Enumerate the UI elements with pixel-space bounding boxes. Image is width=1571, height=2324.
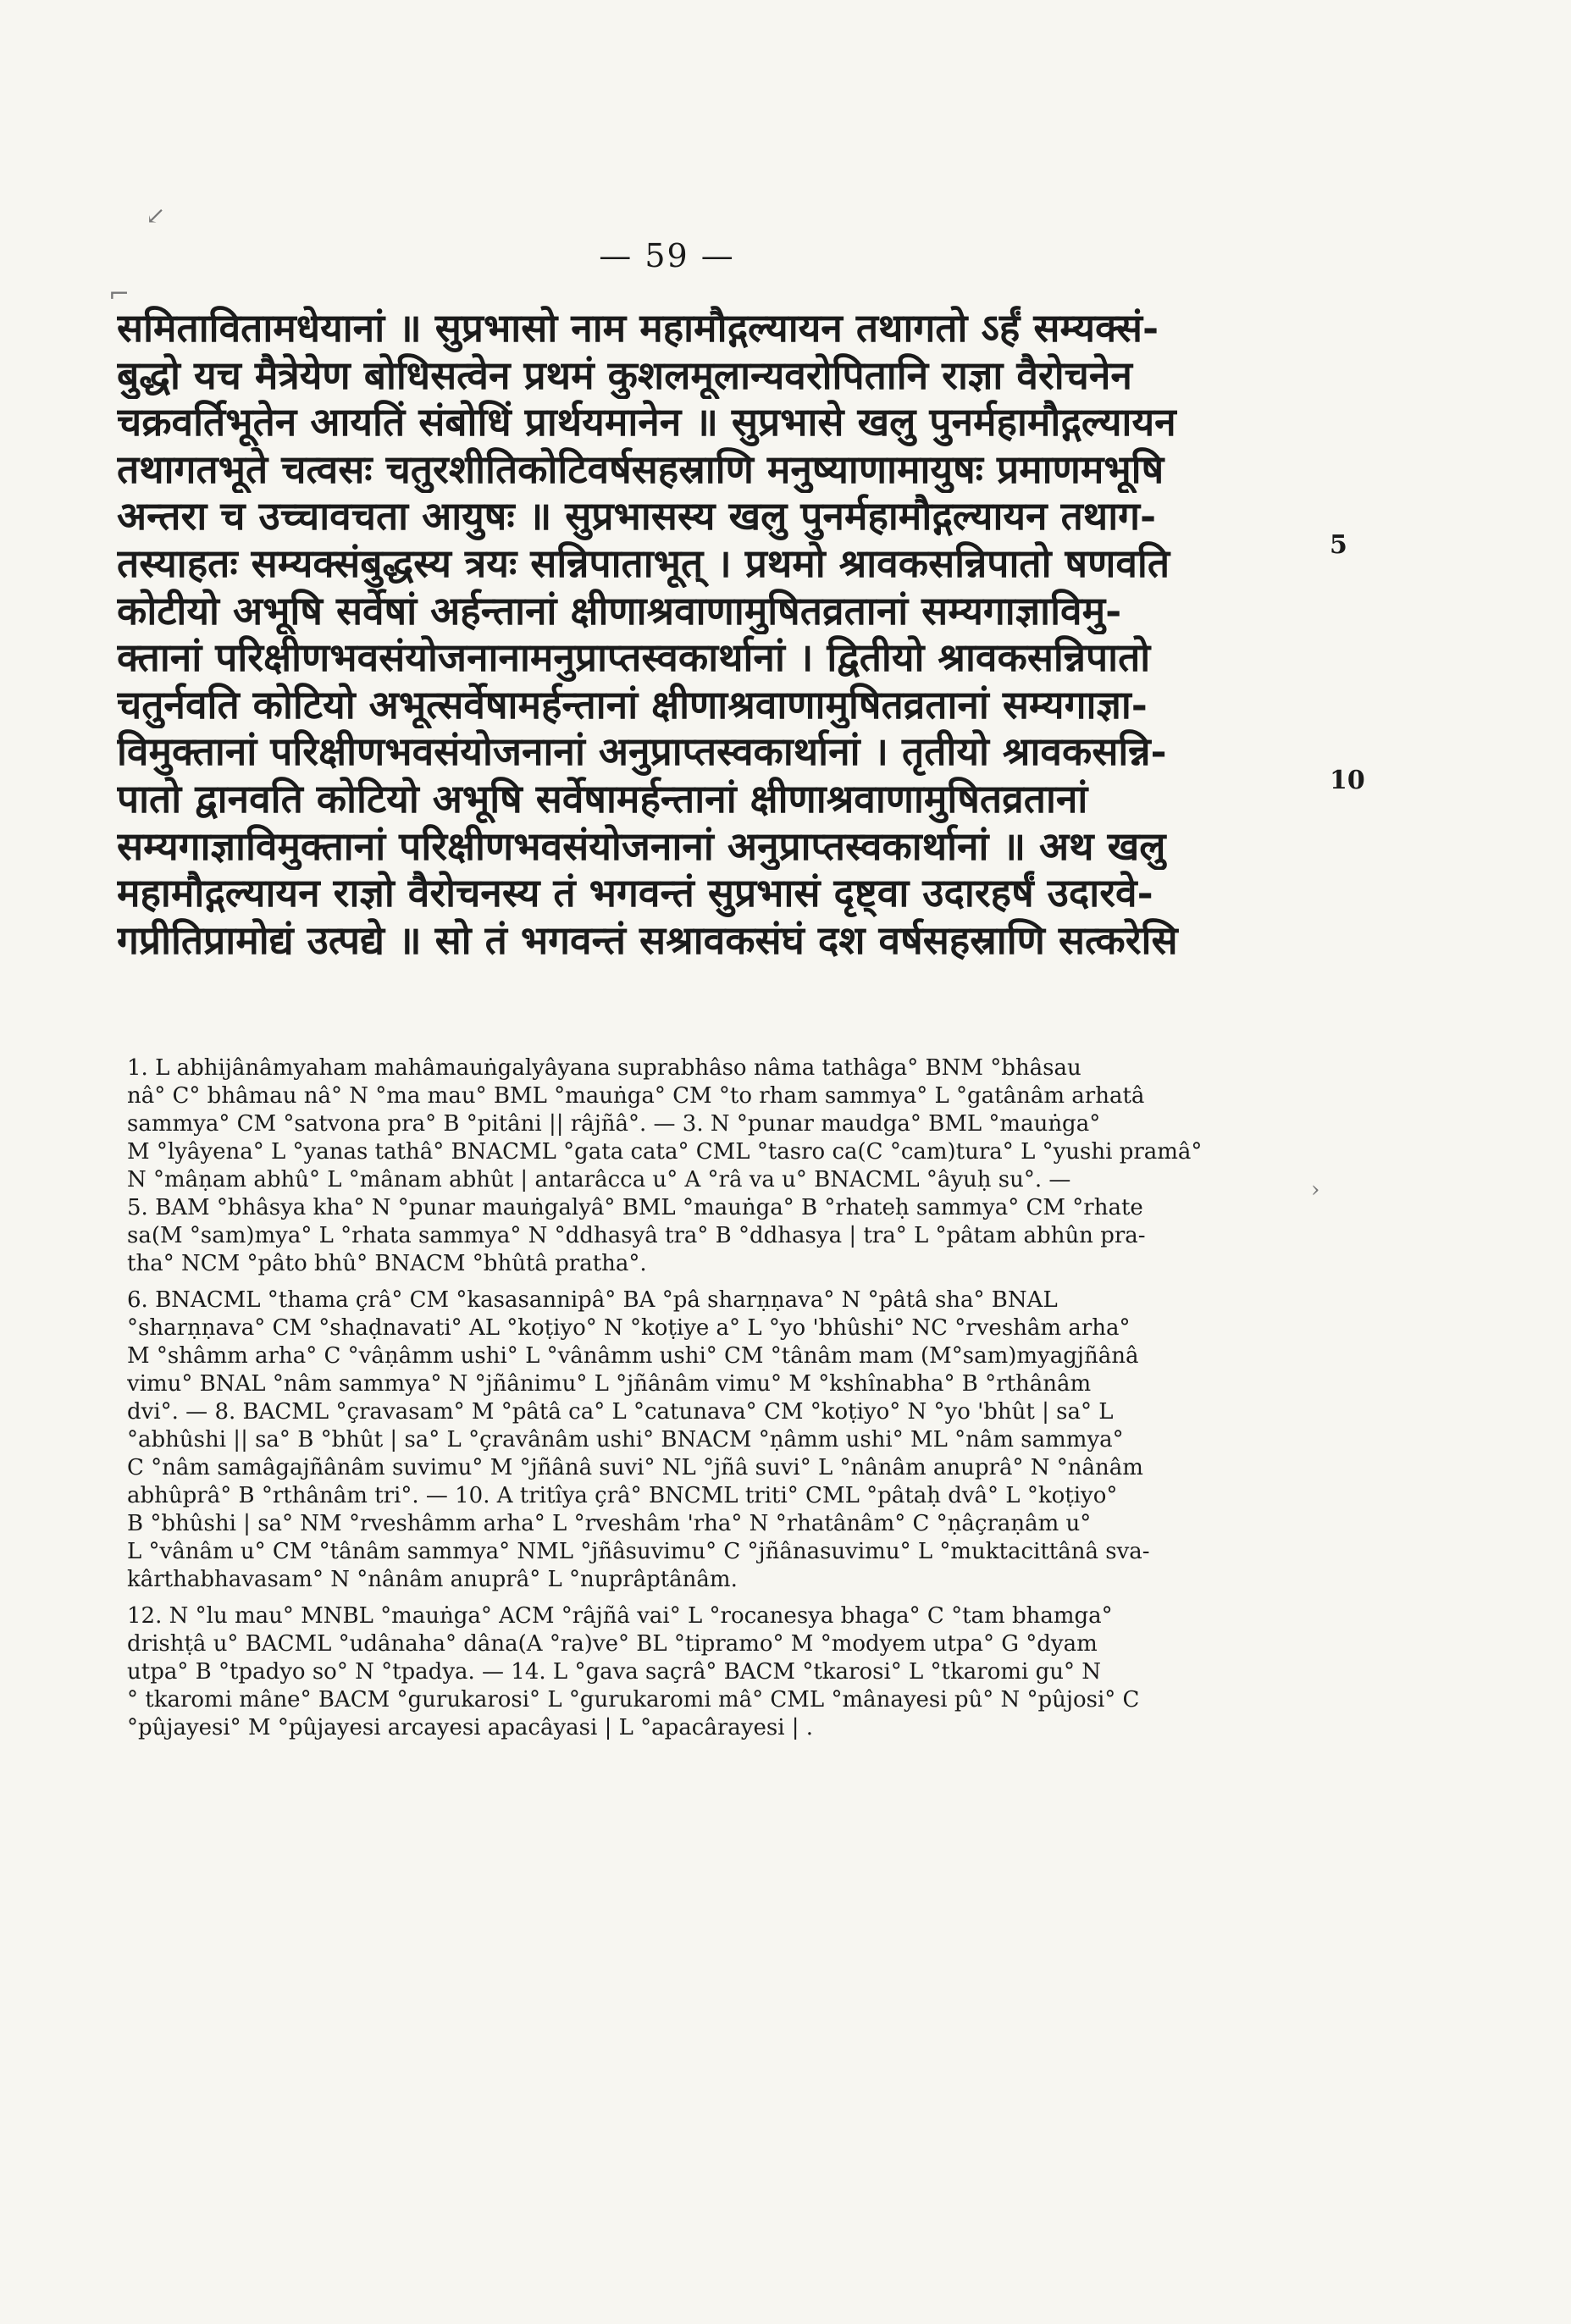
line-number-10: 10 [1330, 766, 1365, 795]
text-line: अन्तरा च उच्चावचता आयुषः ॥ सुप्रभासस्य खलु पुनर्महामौद्गल्यायन तथाग- [117, 493, 1157, 540]
notes-paragraph [127, 1602, 1203, 1742]
main-text [117, 305, 1365, 964]
note-line: ° tkaromi mâne° BACM °gurukarosi° L °gurukaromi mâ° CML °mânayesi pû° N °pûjosi° C [127, 1687, 1140, 1713]
note-line: nâ° C° bhâmau nâ° N °ma mau° BML °mauṅga° CM °to rham sammya° L °gatânâm arhatâ [127, 1083, 1145, 1109]
notes-paragraph [127, 1054, 1203, 1278]
note-line: M °lyâyena° L °yanas tathâ° BNACML °gata cata° CML °tasro ca(C °cam)tura° L °yushi pramâ° [127, 1139, 1203, 1165]
text-line: पातो द्वानवति कोटियो अभूषि सर्वेषामर्हन्तानां क्षीणाश्रवाणामुषितव्रतानां [117, 775, 1088, 822]
note-line: vimu° BNAL °nâm sammya° N °jñânimu° L °jñânâm vimu° M °kshînabha° B °rthânâm [127, 1371, 1092, 1397]
critical-apparatus [127, 1054, 1203, 1751]
note-line: C °nâm samâgajñânâm suvimu° M °jñânâ suvi° NL °jñâ suvi° L °nânâm anuprâ° N °nânâm [127, 1455, 1143, 1480]
note-line: utpa° B °tpadyo so° N °tpadya. — 14. L °gava saçrâ° BACM °tkarosi° L °tkaromi gu° N [127, 1659, 1101, 1685]
text-line: क्तानां परिक्षीणभवसंयोजनानामनुप्राप्तस्वकार्थानां । द्वितीयो श्रावकसन्निपातो [117, 634, 1151, 681]
line-number-5: 5 [1330, 530, 1347, 560]
note-line: 1. L abhijânâmyaham mahâmauṅgalyâyana suprabhâso nâma tathâga° BNM °bhâsau [127, 1055, 1081, 1081]
note-line: sammya° CM °satvona pra° B °pitâni || râjñâ°. — 3. N °punar maudga° BML °mauṅga° [127, 1111, 1101, 1137]
note-line: L °vânâm u° CM °tânâm sammya° NML °jñâsuvimu° C °jñânasuvimu° L °muktacittânâ sva- [127, 1539, 1150, 1564]
text-line: गप्रीतिप्रामोद्यं उत्पद्ये ॥ सो तं भगवन्तं सश्रावकसंघं दश वर्षसहस्राणि सत्करेसि [117, 916, 1178, 963]
text-line: चतुर्नवति कोटियो अभूत्सर्वेषामर्हन्तानां क्षीणाश्रवाणामुषितव्रतानां सम्यगाज्ञा- [117, 681, 1148, 728]
text-line: तस्याहतः सम्यक्संबुद्धस्य त्रयः सन्निपाताभूत् । प्रथमो श्रावकसन्निपातो षणवति [117, 540, 1170, 586]
note-line: °abhûshi || sa° B °bhût | sa° L °çravânâm ushi° BNACM °ṇâmm ushi° ML °nâm sammya° [127, 1427, 1124, 1452]
note-line: tha° NCM °pâto bhû° BNACM °bhûtâ pratha°. [127, 1251, 647, 1276]
note-line: sa(M °sam)mya° L °rhata sammya° N °ddhasyâ tra° B °ddhasya | tra° L °pâtam abhûn pra- [127, 1223, 1146, 1248]
text-line: समितावितामधेयानां ॥ सुप्रभासो नाम महामौद्गल्यायन तथागतो ऽर्हं सम्यक्सं- [117, 305, 1159, 351]
text-line: बुद्धो यच मैत्रेयेण बोधिसत्वेन प्रथमं कुशलमूलान्यवरोपितानि राज्ञा वैरोचनेन [117, 351, 1132, 398]
note-line: 12. N °lu mau° MNBL °mauṅga° ACM °râjñâ vai° L °rocanesya bhaga° C °tam bhamga° [127, 1603, 1113, 1629]
note-line: N °mâṇam abhû° L °mânam abhût | antarâcca u° A °râ va u° BNACML °âyuḥ su°. — [127, 1167, 1071, 1192]
page-number: — 59 — [599, 237, 735, 274]
text-line: कोटीयो अभूषि सर्वेषां अर्हन्तानां क्षीणाश्रवाणामुषितव्रतानां सम्यगाज्ञाविमु- [117, 587, 1122, 634]
note-line: °pûjayesi° M °pûjayesi arcayesi apacâyasi | L °apacârayesi | . [127, 1715, 814, 1740]
text-line: चक्रवर्तिभूतेन आयतिं संबोधिं प्रार्थयमानेन ॥ सुप्रभासे खलु पुनर्महामौद्गल्यायन [117, 399, 1176, 445]
note-line: 6. BNACML °thama çrâ° CM °kasasannipâ° BA °pâ sharṇṇava° N °pâtâ sha° BNAL [127, 1287, 1058, 1313]
note-line: °sharṇṇava° CM °shaḍnavati° AL °koṭiyo° N °koṭiye a° L °yo 'bhûshi° NC °rveshâm arha° [127, 1315, 1131, 1341]
text-line: महामौद्गल्यायन राज्ञो वैरोचनस्य तं भगवन्तं सुप्रभासं दृष्ट्वा उदारहर्षं उदारवे- [117, 870, 1153, 916]
scan-mark: › [1311, 1177, 1320, 1203]
note-line: B °bhûshi | sa° NM °rveshâmm arha° L °rveshâm 'rha° N °rhatânâm° C °ṇâçraṇâm u° [127, 1511, 1092, 1536]
note-line: kârthabhavasam° N °nânâm anuprâ° L °nuprâptânâm. [127, 1567, 738, 1592]
notes-paragraph [127, 1286, 1203, 1594]
note-line: drishṭâ u° BACML °udânaha° dâna(A °ra)ve° BL °tipramo° M °modyem utpa° G °dyam [127, 1631, 1098, 1657]
text-line: तथागतभूते चत्वसः चतुरशीतिकोटिवर्षसहस्राणि मनुष्याणामायुषः प्रमाणमभूषि [117, 445, 1164, 492]
note-line: abhûprâ° B °rthânâm tri°. — 10. A tritîya çrâ° BNCML triti° CML °pâtaḥ dvâ° L °koṭiyo° [127, 1483, 1118, 1508]
scan-mark: ⌐ [108, 279, 130, 309]
text-line: विमुक्तानां परिक्षीणभवसंयोजनानां अनुप्राप्तस्वकार्थानां । तृतीयो श्रावकसन्नि- [117, 728, 1167, 775]
note-line: 5. BAM °bhâsya kha° N °punar mauṅgalyâ° BML °mauṅga° B °rhateḥ sammya° CM °rhate [127, 1195, 1143, 1220]
note-line: M °shâmm arha° C °vâṇâmm ushi° L °vânâmm ushi° CM °tânâm mam (M°sam)myagjñânâ [127, 1343, 1139, 1369]
text-line: सम्यगाज्ञाविमुक्तानां परिक्षीणभवसंयोजनानां अनुप्राप्तस्वकार्थानां ॥ अथ खलु [117, 822, 1166, 869]
note-line: dvi°. — 8. BACML °çravasam° M °pâtâ ca° L °catunava° CM °koṭiyo° N °yo 'bhût | sa° L [127, 1399, 1114, 1425]
scan-mark: ↙ [146, 202, 166, 230]
